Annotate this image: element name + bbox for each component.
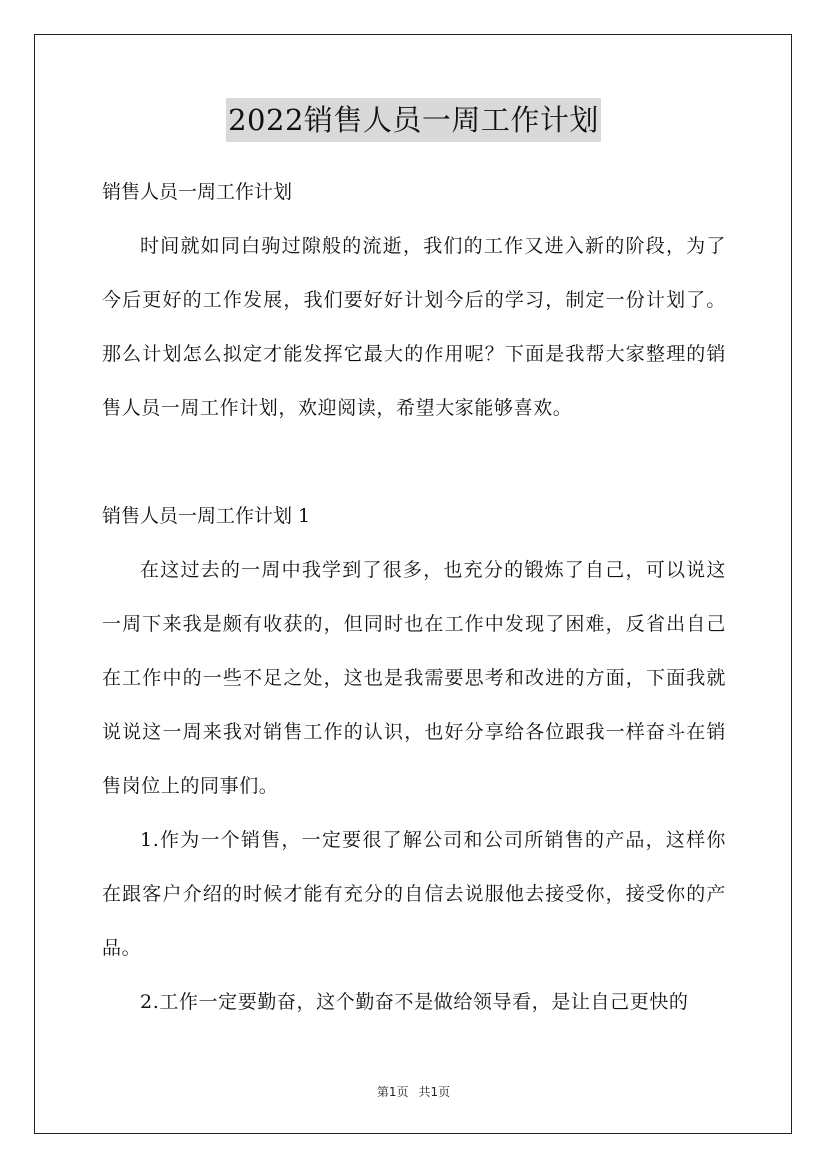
paragraph-spacer bbox=[102, 435, 726, 489]
page-footer bbox=[0, 1083, 827, 1101]
title-container bbox=[0, 98, 827, 142]
page-number-total: 共1页 bbox=[418, 1085, 451, 1099]
document-body bbox=[102, 165, 726, 1029]
document-title: 2022销售人员一周工作计划 bbox=[226, 98, 601, 142]
section-heading: 销售人员一周工作计划 bbox=[102, 181, 293, 203]
plan1-point-1: 1.作为一个销售，一定要很了解公司和公司所销售的产品，这样你在跟客户介绍的时候才能有充分的自信去说服他去接受你，接受你的产品。 bbox=[102, 829, 726, 959]
plan1-point-2: 2.工作一定要勤奋，这个勤奋不是做给领导看，是让自己更快的 bbox=[140, 991, 689, 1013]
intro-paragraph: 时间就如同白驹过隙般的流逝，我们的工作又进入新的阶段，为了今后更好的工作发展，我们要好好计划今后的学习，制定一份计划了。那么计划怎么拟定才能发挥它最大的作用呢？下面是我帮大家整理的销售人员一周工作计划，欢迎阅读，希望大家能够喜欢。 bbox=[102, 235, 726, 419]
plan1-paragraph: 在这过去的一周中我学到了很多，也充分的锻炼了自己，可以说这一周下来我是颇有收获的，但同时也在工作中发现了困难，反省出自己在工作中的一些不足之处，这也是我需要思考和改进的方面，下面我就说说这一周来我对销售工作的认识，也好分享给各位跟我一样奋斗在销售岗位上的同事们。 bbox=[102, 559, 726, 797]
page-number-current: 第1页 bbox=[376, 1085, 409, 1099]
plan1-heading: 销售人员一周工作计划 1 bbox=[102, 505, 311, 527]
